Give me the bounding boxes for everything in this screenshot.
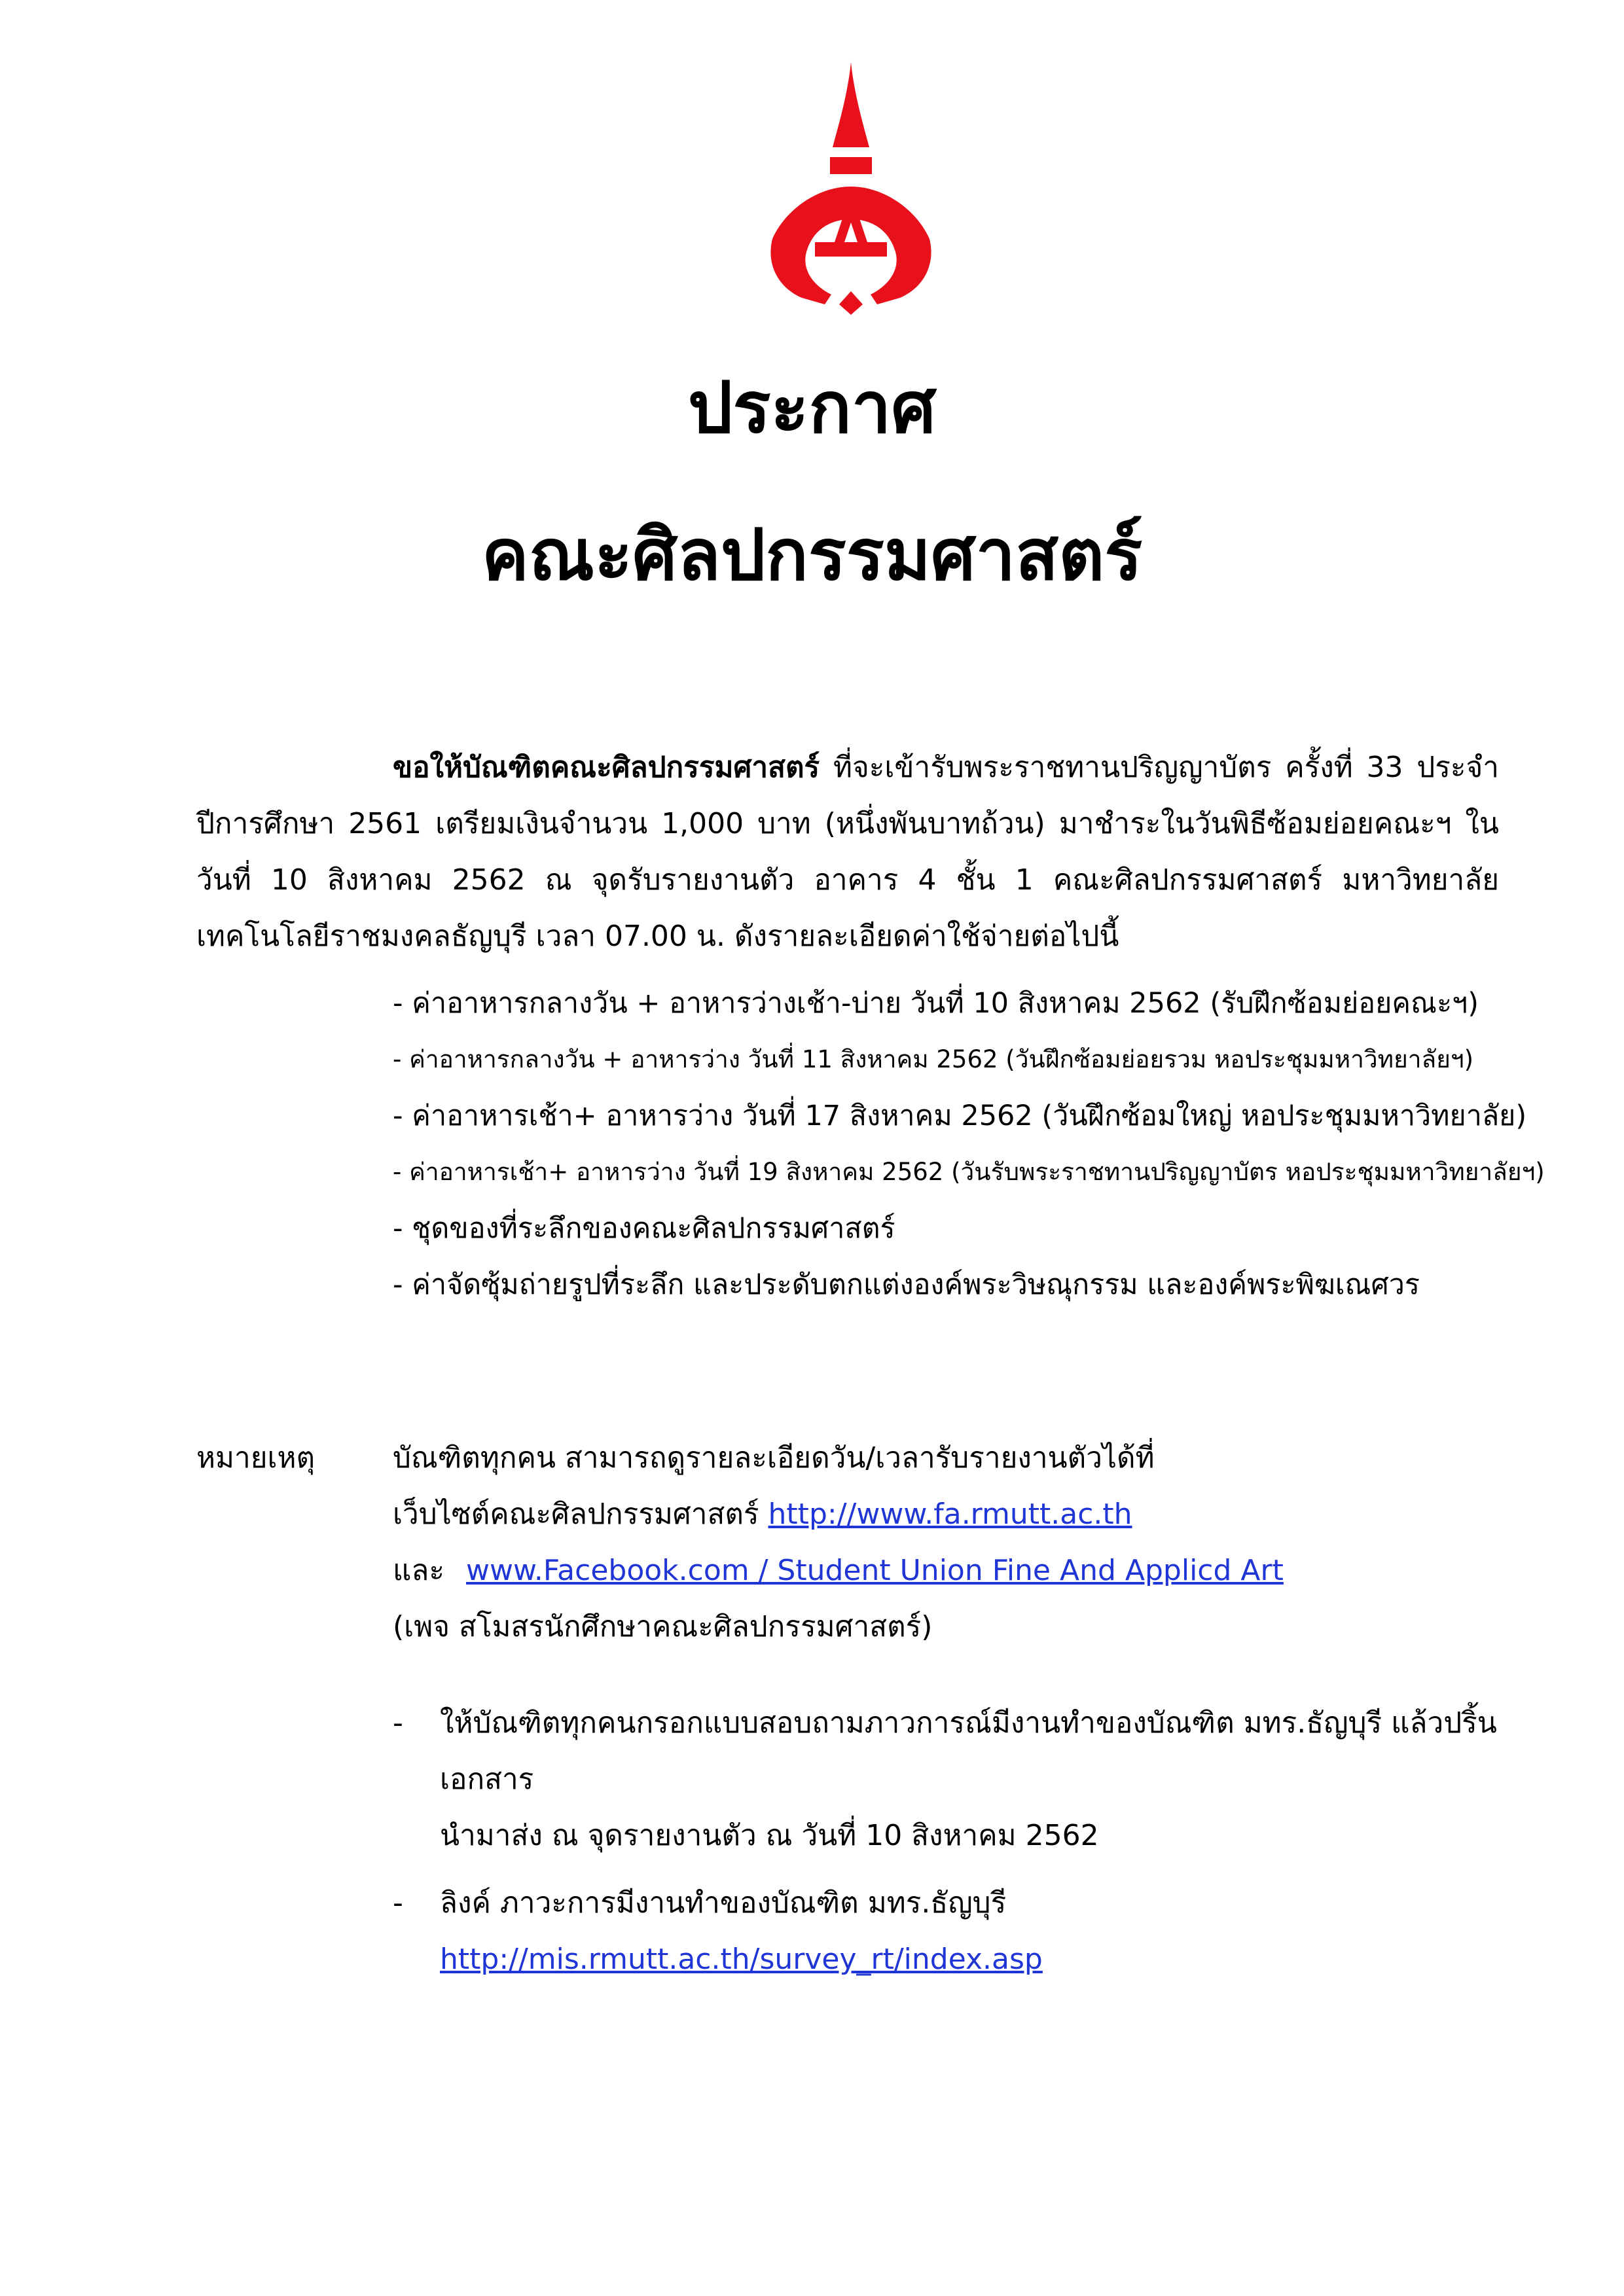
survey-link-label: ลิงค์ ภาวะการมีงานทำของบัณฑิต มทร.ธัญบุรี bbox=[440, 1886, 1007, 1920]
remark-line: (เพจ สโมสรนักศึกษาคณะศิลปกรรมศาสตร์) bbox=[393, 1610, 933, 1643]
remark-label: หมายเหตุ bbox=[196, 1441, 316, 1475]
remark-line: บัณฑิตทุกคน สามารถดูรายละเอียดวัน/เวลารับรายงานตัวได้ที่ bbox=[393, 1441, 1155, 1475]
remark-website-prefix: เว็บไซต์คณะศิลปกรรมศาสตร์ bbox=[393, 1498, 768, 1531]
bullet-dash: - bbox=[393, 1706, 403, 1740]
page-title: ประกาศ bbox=[687, 367, 937, 449]
expense-list bbox=[393, 975, 1571, 1313]
expense-item: - ค่าอาหารกลางวัน + อาหารว่าง วันที่ 11 สิงหาคม 2562 (วันฝึกซ้อมย่อยรวม หอประชุมมหาวิทยาลัยฯ) bbox=[393, 1045, 1474, 1073]
announcement-body bbox=[196, 740, 1499, 965]
survey-note-line: นำมาส่ง ณ จุดรายงานตัว ณ วันที่ 10 สิงหาคม 2562 bbox=[440, 1819, 1099, 1852]
announcement-lead: ขอให้บัณฑิตคณะศิลปกรรมศาสตร์ bbox=[393, 751, 820, 784]
expense-item: - ค่าจัดซุ้มถ่ายรูปที่ระลึก และประดับตกแต่งองค์พระวิษณุกรรม และองค์พระพิฆเณศวร bbox=[393, 1268, 1420, 1301]
bullet-dash: - bbox=[393, 1886, 403, 1920]
expense-item: - ค่าอาหารกลางวัน + อาหารว่างเช้า-บ่าย วันที่ 10 สิงหาคม 2562 (รับฝึกซ้อมย่อยคณะฯ) bbox=[393, 987, 1479, 1020]
remark-facebook-line bbox=[393, 1543, 1571, 1599]
remark-block bbox=[393, 1430, 1571, 1655]
expense-item: - ชุดของที่ระลึกของคณะศิลปกรรมศาสตร์ bbox=[393, 1212, 895, 1245]
remark-website-line bbox=[393, 1486, 1571, 1543]
survey-link[interactable]: http://mis.rmutt.ac.th/survey_rt/index.asp bbox=[440, 1943, 1043, 1976]
facebook-page-link[interactable]: www.Facebook.com / Student Union Fine And Applicd Art bbox=[466, 1554, 1284, 1587]
survey-link-note bbox=[393, 1875, 1571, 1988]
expense-item: - ค่าอาหารเช้า+ อาหารว่าง วันที่ 17 สิงหาคม 2562 (วันฝึกซ้อมใหญ่ หอประชุมมหาวิทยาลัย) bbox=[393, 1100, 1527, 1132]
remark-and-label: และ bbox=[393, 1554, 444, 1587]
faculty-website-link[interactable]: http://www.fa.rmutt.ac.th bbox=[768, 1498, 1132, 1531]
page-subtitle: คณะศิลปกรรมศาสตร์ bbox=[481, 514, 1143, 596]
expense-item: - ค่าอาหารเช้า+ อาหารว่าง วันที่ 19 สิงหาคม 2562 (วันรับพระราชทานปริญญาบัตร หอประชุมมหาวิทยาลัยฯ) bbox=[393, 1158, 1545, 1186]
faculty-emblem-icon bbox=[766, 56, 936, 317]
survey-note bbox=[393, 1695, 1571, 1864]
survey-link-line bbox=[440, 1931, 1571, 1988]
survey-note-line: ให้บัณฑิตทุกคนกรอกแบบสอบถามภาวการณ์มีงานทำของบัณฑิต มทร.ธัญบุรี แล้วปริ้นเอกสาร bbox=[440, 1706, 1497, 1796]
announcement-text: ที่จะเข้ารับพระราชทานปริญญาบัตร ครั้งที่ 33 ประจำปีการศึกษา 2561 เตรียมเงินจำนวน 1,000 บาท (หนึ่งพันบาทถ้วน) มาชำระในวันพิธีซ้อมย่อยคณะฯ ในวันที่ 10 สิงหาคม 2562 ณ จุดรับรายงานตัว อาคาร 4 ชั้น 1 คณะศิลปกรรมศาสตร์ มหาวิทยาลัยเทคโนโลยีราชมงคลธัญบุรี เวลา 07.00 น. ดังรายละเอียดค่าใช้จ่ายต่อไปนี้ bbox=[196, 751, 1499, 953]
